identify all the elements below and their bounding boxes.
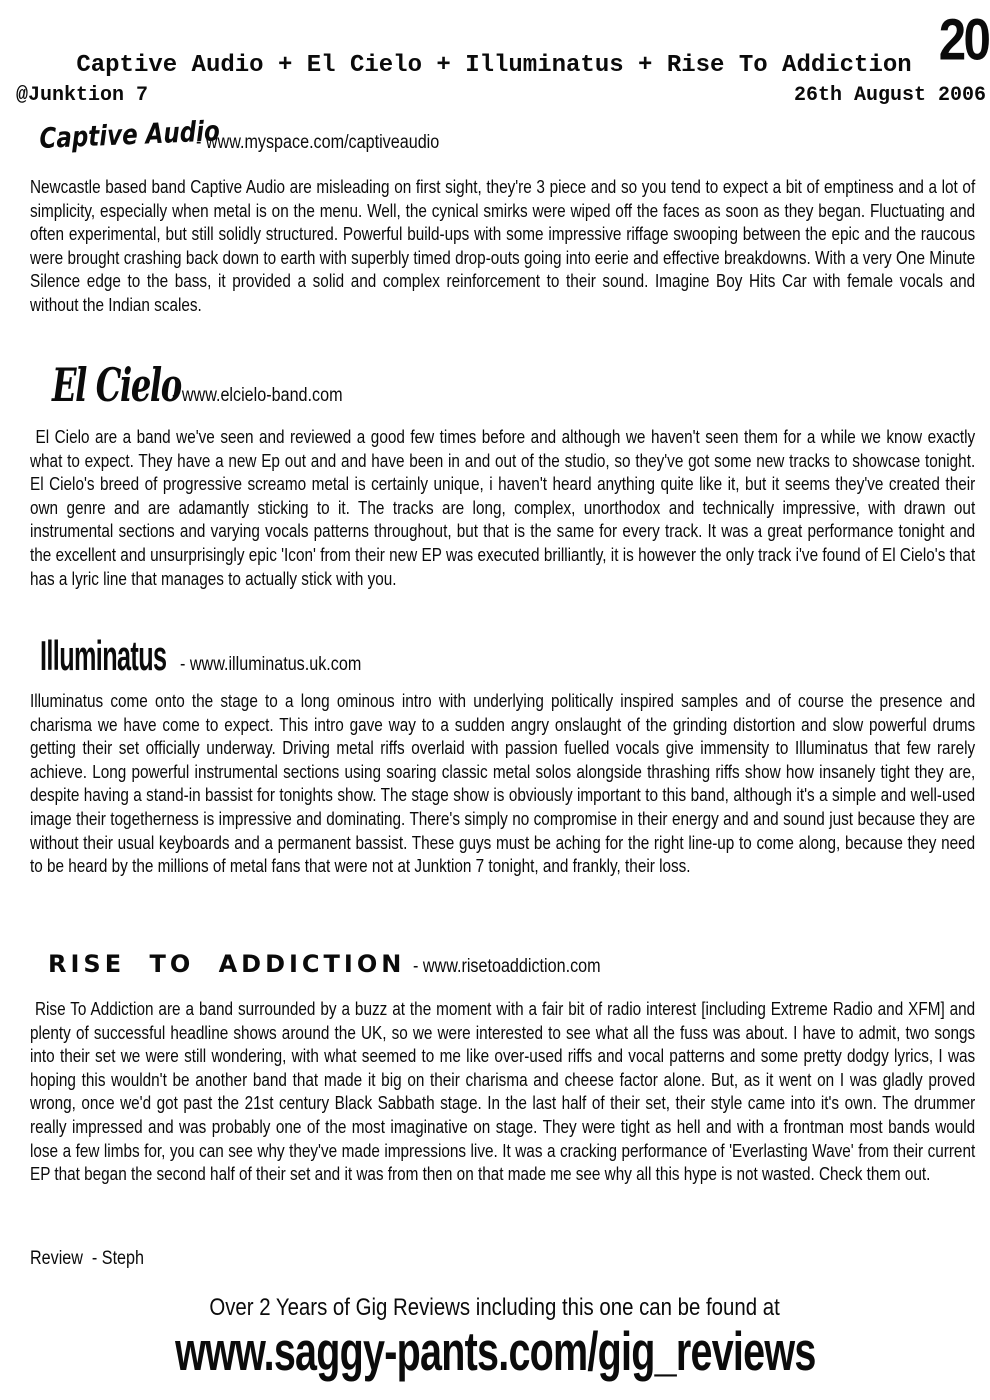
footer-promo-line: [0, 1294, 990, 1322]
footer-site-url: www.saggy-pants.com/gig_reviews: [174, 1321, 816, 1383]
review-paragraph-captive-audio: Newcastle based band Captive Audio are misleading on first sight, they're 3 piece and so you tend to expect a bit of emptiness and a lot of simplicity, especially when metal is on the menu. Well, the cynical smirks were wiped off the faces as soon as they began. Fluctuating and often experimental, but still solidly structured. Powerful build-ups with some impressive riffage swooping between the epic and the raucous were brought crashing back down to earth with superbly timed drop-outs going into eerie and effective breakdowns. With a very One Minute Silence edge to the bass, it provided a solid and complex reinforcement to their sound. Imagine Boy Hits Car with female vocals and without the Indian scales.: [30, 177, 980, 315]
footer-site-line: [0, 1322, 990, 1382]
section-heading-captive-audio: [39, 114, 482, 155]
band-name-illuminatus: Illuminatus: [40, 632, 167, 679]
section-heading-illuminatus: [40, 632, 393, 680]
band-url-el-cielo: - www.elcielo-band.com: [172, 385, 343, 406]
review-paragraph-el-cielo: El Cielo are a band we've seen and reviewed a good few times before and although we haven't seen them for a while we know exactly what to expect. They have a new Ep out and and have been in and out of the studio, so they've got some new tracks to showcase tonight. El Cielo's breed of progressive screamo metal is certainly unique, i haven't heard anything quite like it, but it seems they've created their own genre and are adamantly sticking to it. The tracks are long, complex, unorthodox and technically impressive, with drawn out instrumental sections and varying vocals patterns throughout, but that is the same for every track. It was a great performance tonight and the excellent and unsurprisingly epic 'Icon' from their new EP was executed brilliantly, it is however the only track i've found of El Cielo's that has a lyric line that manages to actually stick with you.: [30, 427, 980, 589]
date-label: 26th August 2006: [793, 84, 986, 107]
band-name-el-cielo: El Cielo: [52, 358, 181, 412]
page-title: Captive Audio + El Cielo + Illuminatus + Rise To Addiction: [76, 52, 912, 79]
section-heading-rise-to-addiction: [48, 950, 634, 978]
header-subline: [16, 84, 986, 107]
review-credit: Review - Steph: [30, 1248, 145, 1269]
band-url-captive-audio: - www.myspace.com/captiveaudio: [196, 132, 440, 153]
band-url-illuminatus: - www.illuminatus.uk.com: [180, 654, 362, 675]
page-number: 20: [938, 5, 988, 72]
review-paragraph-illuminatus: Illuminatus come onto the stage to a long ominous intro with underlying politically inspired samples and of course the presence and charisma we have come to expect. This intro gave way to a sudden angry onslaught of the grinding distortion and slow powerful drums getting their set officially underway. Driving metal riffs overlaid with passion fuelled vocals give immensity to Illuminatus that few rarely achieve. Long powerful instrumental sections using soaring classic metal solos alongside thrashing riffs show how insanely tight they are, despite having a stand-in bassist for tonights show. The stage show is obviously important to this band, although it's a simple and well-used image their togetherness is impressive and dominating. There's simply no compromise in their energy and and sound just because they are without their usual keyboards and a permanent bassist. These guys must be aching for the right line-up to come along, because they need to be heard by the millions of metal fans that were not at Junktion 7 tonight, and frankly, their loss.: [30, 691, 980, 877]
band-name-rise-to-addiction: RISE TO ADDICTION: [48, 950, 406, 978]
band-url-rise-to-addiction: - www.risetoaddiction.com: [413, 956, 601, 977]
section-heading-el-cielo: [52, 358, 373, 412]
band-name-captive-audio: Captive Audio: [39, 114, 221, 155]
review-paragraph-rise-to-addiction: Rise To Addiction are a band surrounded by a buzz at the moment with a fair bit of radio interest [including Extreme Radio and XFM] and plenty of successful headline shows around the UK, so we were interested to see what all the fuss was about. I have to admit, two songs into their set we were still wondering, with what seemed to me like over-used riffs and vocal patterns and some pretty dodgy lyrics, I was hoping this wouldn't be another band that made it big on their charisma and cheese factor alone. But, as it went on I was gladly proved wrong, once we'd got past the 21st century Black Sabbath stage. In the last half of their set, their style came into it's own. The drummer really impressed and was probably one of the most imaginative on stage. They were tight as hell and with a frontman most bands would lose a few limbs for, you can see why they've made impressions live. It was a cracking performance of 'Everlasting Wave' from their current EP that began the second half of their set and it was from then on that made me see why all this hype is not wasted. Check them out.: [30, 999, 980, 1185]
venue-label: @Junktion 7: [16, 84, 149, 107]
footer-promo-text: Over 2 Years of Gig Reviews including this one can be found at: [209, 1294, 781, 1321]
